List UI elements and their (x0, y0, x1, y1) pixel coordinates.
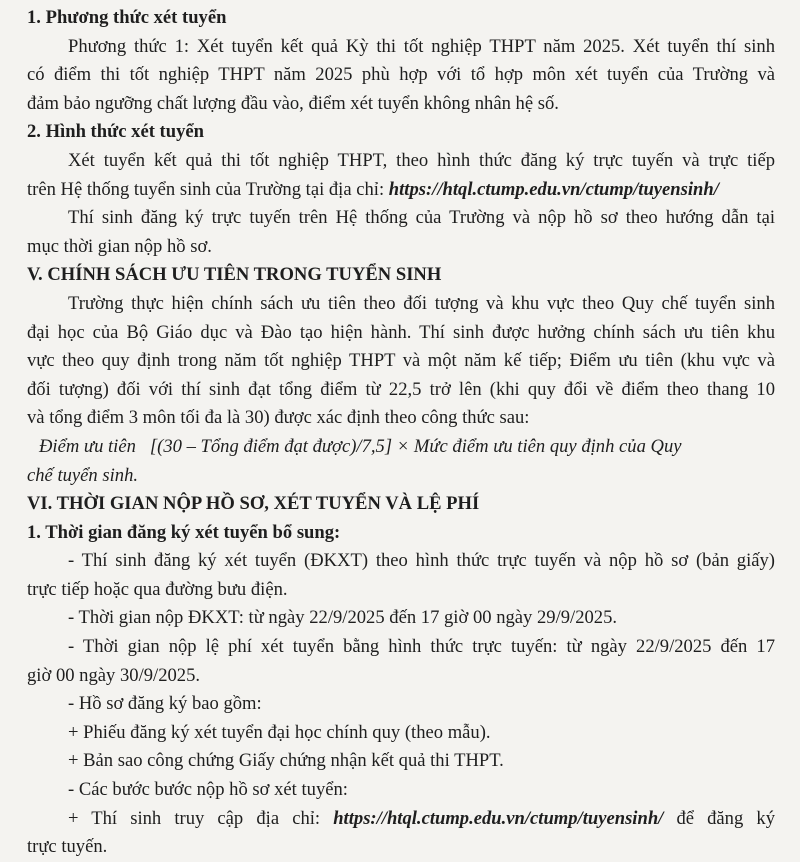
section-heading-deadlines-fees: VI. THỜI GIAN NỘP HỒ SƠ, XÉT TUYỂN VÀ LỆ PHÍ (27, 493, 480, 515)
paragraph-line (27, 176, 775, 205)
formula-term: Điểm ưu tiên (39, 435, 136, 457)
list-item-continuation: trực tiếp hoặc qua đường bưu điện. (27, 578, 288, 600)
formula-line: chế tuyển sinh. (27, 464, 139, 486)
heading-admission-method: 1. Phương thức xét tuyển (27, 7, 227, 28)
admission-link[interactable]: https://htql.ctump.edu.vn/ctump/tuyensinh/ (388, 178, 719, 200)
list-item (27, 805, 775, 834)
paragraph-line: mục thời gian nộp hồ sơ. (27, 235, 212, 257)
heading-supplementary-registration: 1. Thời gian đăng ký xét tuyển bổ sung: (27, 521, 341, 543)
admission-link[interactable]: https://htql.ctump.edu.vn/ctump/tuyensinh/ (333, 807, 664, 829)
list-item: - Thời gian nộp ĐKXT: từ ngày 22/9/2025 đến 17 giờ 00 ngày 29/9/2025. (68, 607, 618, 629)
list-item: - Các bước bước nộp hồ sơ xét tuyển: (68, 779, 348, 801)
list-item-text: + Thí sinh truy cập địa chỉ: (68, 807, 334, 829)
paragraph-line: đảm bảo ngưỡng chất lượng đầu vào, điểm xét tuyển không nhân hệ số. (27, 92, 559, 114)
paragraph-line: và tổng điểm 3 môn tối đa là 30) được xác định theo công thức sau: (27, 407, 530, 429)
paragraph-line: Phương thức 1: Xét tuyển kết quả Kỳ thi tốt nghiệp THPT năm 2025. Xét tuyển thí sinh (68, 35, 775, 57)
section-heading-priority-policy: V. CHÍNH SÁCH ƯU TIÊN TRONG TUYỂN SINH (27, 264, 442, 286)
formula-expression: [(30 – Tổng điểm đạt được)/7,5] × Mức điểm ưu tiên quy định của Quy (149, 435, 682, 457)
list-item: + Bản sao công chứng Giấy chứng nhận kết quả thi THPT. (68, 750, 504, 772)
list-item-continuation: giờ 00 ngày 30/9/2025. (27, 664, 201, 686)
paragraph-line: vực theo quy định trong năm tốt nghiệp THPT và một năm kế tiếp; Điểm ưu tiên (khu vực và (27, 350, 775, 372)
paragraph-line: Xét tuyển kết quả thi tốt nghiệp THPT, theo hình thức đăng ký trực tuyến và trực tiếp (68, 149, 775, 171)
list-item-continuation: trực tuyến. (27, 836, 108, 858)
paragraph-line: đối tượng) đối với thí sinh đạt tổng điểm từ 22,5 trở lên (khi quy đổi về điểm theo thang 10 (27, 378, 775, 400)
paragraph-line: Trường thực hiện chính sách ưu tiên theo đối tượng và khu vực theo Quy chế tuyển sinh (68, 292, 775, 314)
list-item: + Phiếu đăng ký xét tuyển đại học chính quy (theo mẫu). (68, 721, 491, 743)
formula-line (27, 433, 775, 462)
list-item: - Thí sinh đăng ký xét tuyển (ĐKXT) theo hình thức trực tuyến và nộp hồ sơ (bản giấy) (68, 550, 775, 572)
list-item: - Thời gian nộp lệ phí xét tuyển bằng hình thức trực tuyến: từ ngày 22/9/2025 đến 17 (68, 636, 775, 658)
paragraph-text: trên Hệ thống tuyển sinh của Trường tại địa chỉ: (27, 178, 389, 200)
list-item-text: để đăng ký (663, 807, 775, 829)
paragraph-line: Thí sinh đăng ký trực tuyến trên Hệ thống của Trường và nộp hồ sơ theo hướng dẫn tại (68, 207, 775, 229)
paragraph-line: có điểm thi tốt nghiệp THPT năm 2025 phù hợp với tổ hợp môn xét tuyển của Trường và (27, 64, 775, 86)
list-item: - Hồ sơ đăng ký bao gồm: (68, 693, 262, 715)
paragraph-line: đại học của Bộ Giáo dục và Đào tạo hiện hành. Thí sinh được hưởng chính sách ưu tiên khu (27, 321, 775, 343)
heading-admission-form: 2. Hình thức xét tuyển (27, 121, 204, 143)
